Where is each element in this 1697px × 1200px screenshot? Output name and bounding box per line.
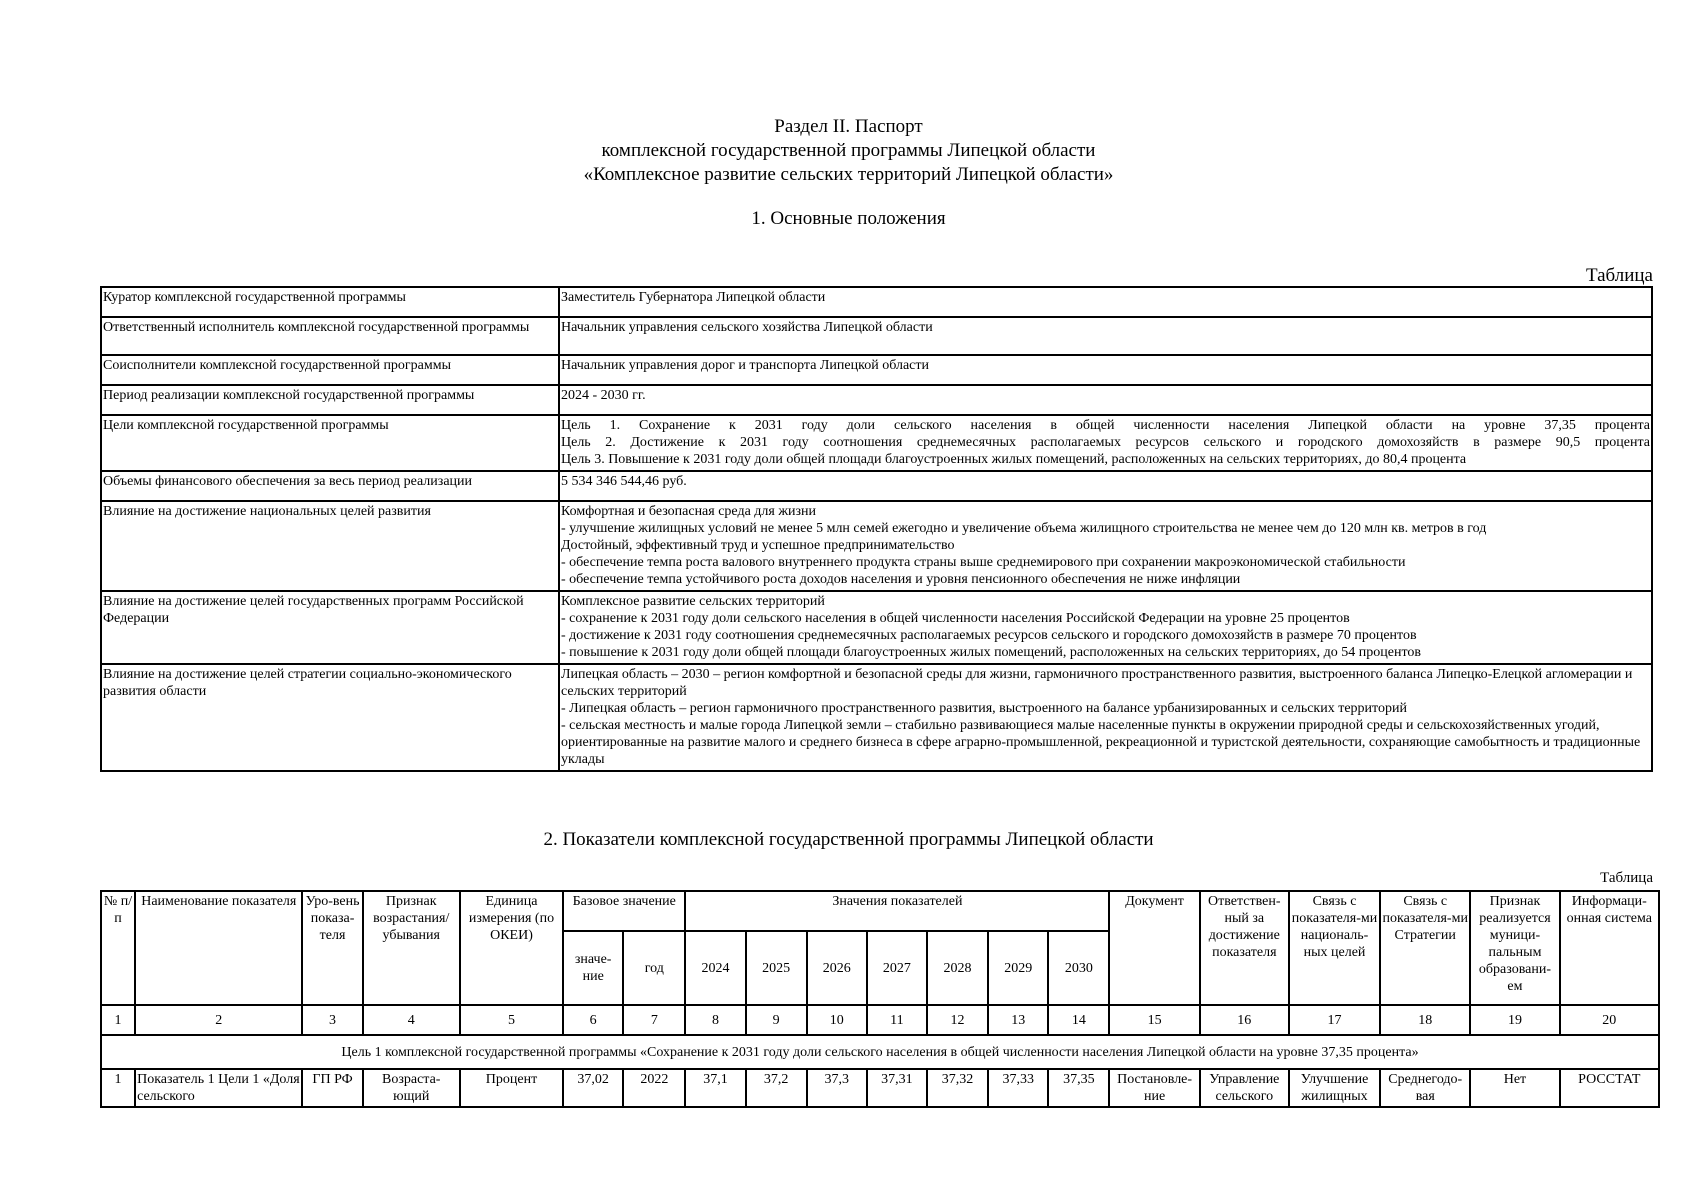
header-year-2024: 2024 <box>685 931 745 1005</box>
section-2-heading: 2. Показатели комплексной государственной программы Липецкой области <box>543 829 1154 850</box>
passport-row <box>101 591 1652 664</box>
goal-row <box>101 1035 1659 1069</box>
passport-row <box>101 317 1652 355</box>
indicator-cell: 37,2 <box>746 1069 807 1107</box>
indicator-cell: Процент <box>460 1069 563 1107</box>
indicator-cell: Постановле-ние <box>1109 1069 1199 1107</box>
passport-key: Ответственный исполнитель комплексной государственной программы <box>101 317 559 355</box>
indicator-cell: 37,31 <box>867 1069 927 1107</box>
column-number: 13 <box>988 1005 1048 1035</box>
column-number: 5 <box>460 1005 563 1035</box>
passport-value-line: - повышение к 2031 году доли общей площади благоустроенных жилых помещений, расположенных на сельских территориях, до 54 процентов <box>561 645 1422 660</box>
header-year-2028: 2028 <box>927 931 988 1005</box>
passport-row <box>101 415 1652 471</box>
column-number: 4 <box>363 1005 460 1035</box>
passport-row <box>101 385 1652 415</box>
header-year-2030: 2030 <box>1048 931 1109 1005</box>
passport-row <box>101 355 1652 385</box>
header-level: Уро-вень показа-теля <box>302 891 362 1005</box>
header-num: № п/п <box>101 891 135 1005</box>
passport-value-line: - улучшение жилищных условий не менее 5 млн семей ежегодно и увеличение объема жилищного строительства не менее чем до 120 млн кв. метров в год <box>561 521 1487 536</box>
column-number: 2 <box>135 1005 302 1035</box>
column-number: 16 <box>1200 1005 1289 1035</box>
header-year-2029: 2029 <box>988 931 1048 1005</box>
header-year-2025: 2025 <box>746 931 807 1005</box>
column-numbers-row <box>101 1005 1659 1035</box>
passport-value-line: Цель 3. Повышение к 2031 году доли общей площади благоустроенных жилых помещений, расположенных на сельских территориях, до 80,4 процента <box>561 452 1467 467</box>
header-base-year: год <box>623 931 685 1005</box>
passport-value-line: Липецкая область – 2030 – регион комфортной и безопасной среды для жизни, гармоничного пространственного развития, выстроенного баланса Липецко-Елецкой агломерации и сельских территорий <box>561 667 1633 699</box>
passport-value-line: Цель 1. Сохранение к 2031 году доли сельского населения в общей численности населения Липецкой области на уровне 37,35 процента <box>561 418 1650 433</box>
passport-key: Влияние на достижение целей стратегии социально-экономического развития области <box>101 664 559 771</box>
passport-value-line: - Липецкая область – регион гармоничного пространственного развития, выстроенного на балансе урбанизированных и сельских территорий <box>561 701 1407 716</box>
passport-key: Объемы финансового обеспечения за весь период реализации <box>101 471 559 501</box>
passport-row <box>101 501 1652 591</box>
passport-key: Куратор комплексной государственной программы <box>101 287 559 317</box>
header-sign: Признак возрастания/ убывания <box>363 891 460 1005</box>
indicator-cell: Улучшение жилищных <box>1289 1069 1380 1107</box>
passport-value-line: Начальник управления сельского хозяйства Липецкой области <box>561 320 933 335</box>
column-number: 11 <box>867 1005 927 1035</box>
passport-value-line: - сельская местность и малые города Липецкой земли – стабильно развивающиеся малые населенные пункты в окружении природной среды и сельскохозяйственных угодий, ориентированные на развитие малого и среднего бизнеса в сфере аграрно-промышленной, рекреационной и туристской деятельности, сохраняющие самобытность и традиционные уклады <box>561 718 1641 767</box>
column-number: 14 <box>1048 1005 1109 1035</box>
passport-key: Цели комплексной государственной программы <box>101 415 559 471</box>
passport-row <box>101 287 1652 317</box>
header-base: Базовое значение <box>563 891 685 931</box>
header-values: Значения показателей <box>685 891 1109 931</box>
passport-table <box>100 286 1653 772</box>
passport-value <box>559 591 1652 664</box>
goal-1-text: Цель 1 комплексной государственной программы «Сохранение к 2031 году доли сельского населения в общей численности населения Липецкой области на уровне 37,35 процента» <box>101 1035 1659 1069</box>
passport-value-line: Комфортная и безопасная среда для жизни <box>561 504 817 519</box>
column-number: 19 <box>1470 1005 1559 1035</box>
header-nat: Связь с показателя-ми националь-ных целей <box>1289 891 1380 1005</box>
passport-value <box>559 385 1652 415</box>
header-unit: Единица измерения (по ОКЕИ) <box>460 891 563 1005</box>
indicator-cell: ГП РФ <box>302 1069 362 1107</box>
title-line-2: комплексной государственной программы Липецкой области <box>601 140 1096 161</box>
passport-value-line: Заместитель Губернатора Липецкой области <box>561 290 826 305</box>
table-2-label: Таблица <box>1600 870 1653 886</box>
table-1-label: Таблица <box>1585 265 1653 286</box>
column-number: 15 <box>1109 1005 1199 1035</box>
header-base-value: значе-ние <box>563 931 623 1005</box>
passport-value-line: Достойный, эффективный труд и успешное предпринимательство <box>561 538 955 553</box>
header-info: Информаци-онная система <box>1560 891 1659 1005</box>
indicator-cell: 37,32 <box>927 1069 988 1107</box>
indicator-cell: Показатель 1 Цели 1 «Доля сельского <box>135 1069 302 1107</box>
indicator-cell: 37,1 <box>685 1069 745 1107</box>
passport-key: Влияние на достижение национальных целей развития <box>101 501 559 591</box>
indicator-cell: 37,33 <box>988 1069 1048 1107</box>
indicator-row <box>101 1069 1659 1107</box>
passport-value <box>559 287 1652 317</box>
column-number: 1 <box>101 1005 135 1035</box>
indicators-table <box>100 890 1660 1108</box>
passport-key: Период реализации комплексной государственной программы <box>101 385 559 415</box>
indicator-cell: Управление сельского <box>1200 1069 1289 1107</box>
column-number: 8 <box>685 1005 745 1035</box>
passport-key: Влияние на достижение целей государственных программ Российской Федерации <box>101 591 559 664</box>
indicator-cell: Нет <box>1470 1069 1559 1107</box>
passport-value-line: - обеспечение темпа устойчивого роста доходов населения и уровня пенсионного обеспечения не ниже инфляции <box>561 572 1241 587</box>
column-number: 18 <box>1380 1005 1470 1035</box>
column-number: 6 <box>563 1005 623 1035</box>
column-number: 20 <box>1560 1005 1659 1035</box>
document-title <box>0 115 1697 187</box>
indicator-cell: 37,02 <box>563 1069 623 1107</box>
passport-value <box>559 664 1652 771</box>
column-number: 9 <box>746 1005 807 1035</box>
header-strat: Связь с показателя-ми Стратегии <box>1380 891 1470 1005</box>
header-year-2026: 2026 <box>807 931 867 1005</box>
indicator-cell: 1 <box>101 1069 135 1107</box>
passport-value <box>559 415 1652 471</box>
passport-value-line: - достижение к 2031 году соотношения среднемесячных располагаемых ресурсов сельского и городского домохозяйств в размере 70 процентов <box>561 628 1417 643</box>
indicator-cell: 2022 <box>623 1069 685 1107</box>
indicator-cell: РОССТАТ <box>1560 1069 1659 1107</box>
passport-key: Соисполнители комплексной государственной программы <box>101 355 559 385</box>
passport-row <box>101 471 1652 501</box>
column-number: 3 <box>302 1005 362 1035</box>
passport-value <box>559 501 1652 591</box>
column-number: 17 <box>1289 1005 1380 1035</box>
passport-value-line: Начальник управления дорог и транспорта Липецкой области <box>561 358 929 373</box>
passport-value-line: Цель 2. Достижение к 2031 году соотношения среднемесячных располагаемых ресурсов сельского и городского домохозяйств в размере 90,5 процента <box>561 435 1650 450</box>
section-1-heading: 1. Основные положения <box>751 208 946 229</box>
indicator-cell: Среднегодо-вая <box>1380 1069 1470 1107</box>
passport-value <box>559 355 1652 385</box>
passport-value <box>559 317 1652 355</box>
passport-value-line: - обеспечение темпа роста валового внутреннего продукта страны выше среднемирового при сохранении макроэкономической стабильности <box>561 555 1406 570</box>
column-number: 7 <box>623 1005 685 1035</box>
column-number: 12 <box>927 1005 988 1035</box>
passport-value <box>559 471 1652 501</box>
header-row-1 <box>101 891 1659 931</box>
indicator-cell: Возраста-ющий <box>363 1069 460 1107</box>
passport-row <box>101 664 1652 771</box>
passport-value-line: - сохранение к 2031 году доли сельского населения в общей численности населения Российской Федерации на уровне 25 процентов <box>561 611 1350 626</box>
passport-value-line: 5 534 346 544,46 руб. <box>561 474 687 489</box>
passport-value-line: Комплексное развитие сельских территорий <box>561 594 825 609</box>
column-number: 10 <box>807 1005 867 1035</box>
passport-value-line: 2024 - 2030 гг. <box>561 388 646 403</box>
header-name: Наименование показателя <box>135 891 302 1005</box>
header-resp: Ответствен-ный за достижение показателя <box>1200 891 1289 1005</box>
title-line-1: Раздел II. Паспорт <box>774 116 923 137</box>
header-year-2027: 2027 <box>867 931 927 1005</box>
header-munic: Признак реализуется муници-пальным образовани-ем <box>1470 891 1559 1005</box>
header-doc: Документ <box>1109 891 1199 1005</box>
indicator-cell: 37,3 <box>807 1069 867 1107</box>
indicator-cell: 37,35 <box>1048 1069 1109 1107</box>
title-line-3: «Комплексное развитие сельских территорий Липецкой области» <box>583 164 1114 185</box>
